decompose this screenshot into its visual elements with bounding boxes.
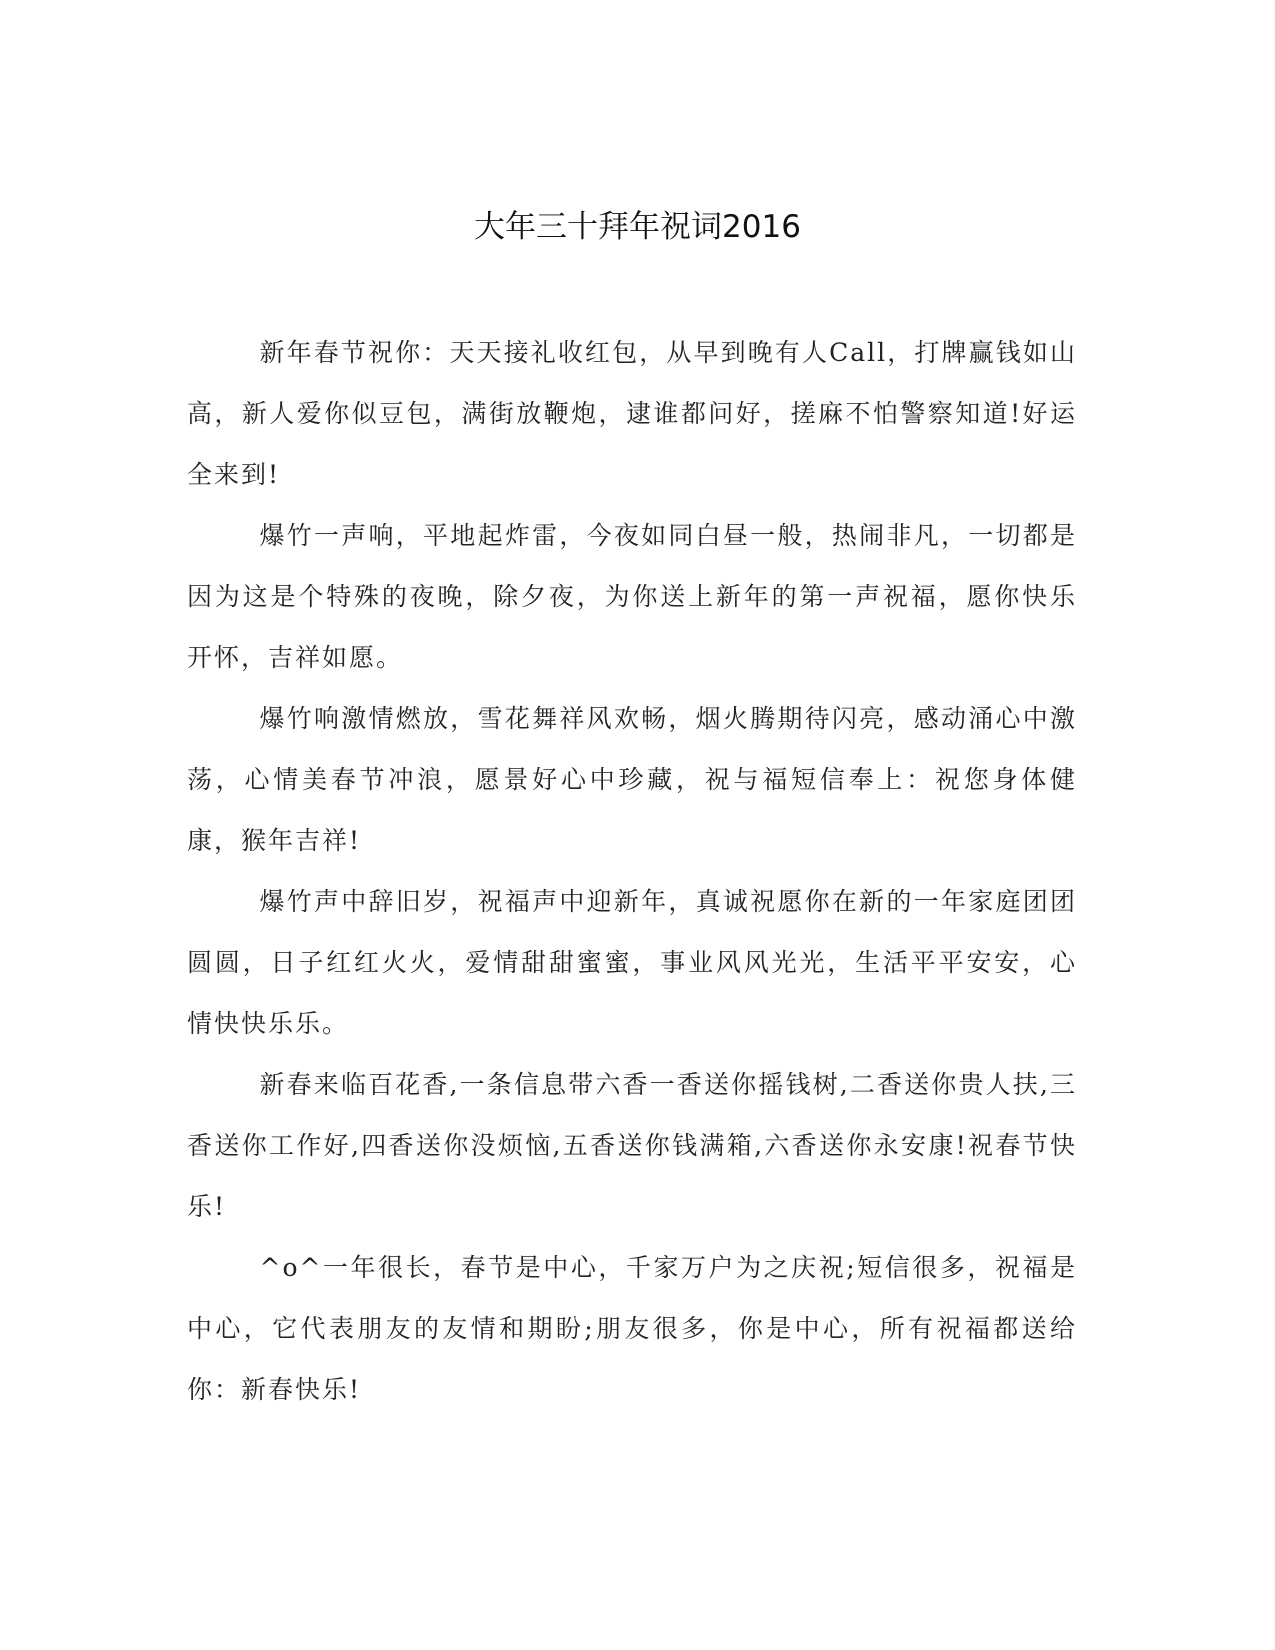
document-title: 大年三十拜年祝词2016 (474, 209, 801, 245)
paragraph-4: 爆竹声中辞旧岁，祝福声中迎新年，真诚祝愿你在新的一年家庭团团圆圆，日子红红火火，爱情甜甜蜜蜜，事业风风光光，生活平平安安，心情快快乐乐。 (187, 887, 1077, 1038)
document-body (187, 322, 1077, 1420)
paragraph-1: 新年春节祝你：天天接礼收红包，从早到晚有人Call，打牌赢钱如山高，新人爱你似豆包，满街放鞭炮，逮谁都问好，搓麻不怕警察知道!好运全来到! (187, 338, 1077, 489)
paragraph-5: 新春来临百花香,一条信息带六香一香送你摇钱树,二香送你贵人扶,三香送你工作好,四香送你没烦恼,五香送你钱满箱,六香送你永安康!祝春节快乐! (187, 1070, 1077, 1221)
paragraph-6: ^o^一年很长，春节是中心，千家万户为之庆祝;短信很多，祝福是中心，它代表朋友的友情和期盼;朋友很多，你是中心，所有祝福都送给你：新春快乐! (187, 1253, 1077, 1404)
paragraph-2: 爆竹一声响，平地起炸雷，今夜如同白昼一般，热闹非凡，一切都是因为这是个特殊的夜晚，除夕夜，为你送上新年的第一声祝福，愿你快乐开怀，吉祥如愿。 (187, 521, 1077, 672)
paragraph-3: 爆竹响激情燃放，雪花舞祥风欢畅，烟火腾期待闪亮，感动涌心中激荡，心情美春节冲浪，愿景好心中珍藏，祝与福短信奉上：祝您身体健康，猴年吉祥! (187, 704, 1077, 855)
